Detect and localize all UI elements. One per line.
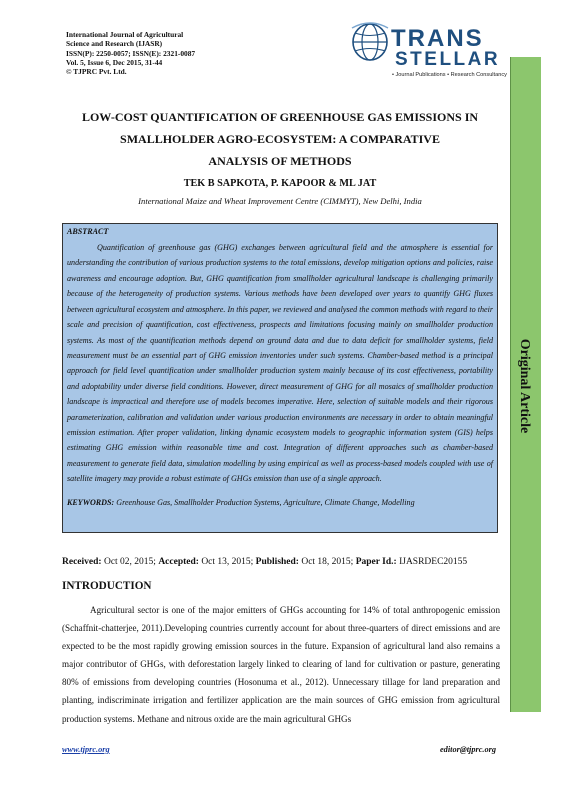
abstract-text: Quantification of greenhouse gas (GHG) exchanges between agricultural field and the atmosphere is essential for understanding the contribution of various production systems to the total emissions, develop mitigation options and policies, raise awareness and encourage adoption. But, GHG quantification from smallholder agricultural landscape is challenging primarily because of the heterogeneity of production systems. Various methods have been developed over years to quantify GHG fluxes between agricultural ecosystem and atmosphere. In this paper, we reviewed and analysed the common methods with regard to their scale and precision of quantification, cost effectiveness, prospects and limitations focusing mainly on smallholder production systems. As most of the quantification methods depend on ground data and due to data deficit for smallholder systems, field measurement must be an essential part of GHG emission inventories under such systems. Chamber-based method is a principal approach for field level quantification under smallholder production system mainly because of its cost effectiveness, portability and adoptability under diverse field conditions. However, direct measurement of GHG for all mosaics of smallholder production landscape is impractical and therefore use of models becomes imperative. Here, selection of suitable models and their rigorous parameterization, calibration and validation under various production environments are necessary in order to obtain meaningful emission estimation. After proper validation, linking dynamic ecosystem models to geographic information system (GIS) helps estimating GHG emission within reasonable time and cost. Integration of different approaches such as chamber-based measurement to generate field data, simulation modelling by using empirical as well as process-based models coupled with use of satellite imagery may provide a robust estimate of GHGs emission than use of a single approach.	[67, 243, 493, 484]
transstellar-logo	[350, 20, 510, 84]
logo-word-stellar: STELLAR	[395, 49, 501, 70]
keywords-list: Greenhouse Gas, Smallholder Production Systems, Agriculture, Climate Change, Modelling	[116, 497, 415, 507]
keywords	[67, 495, 493, 510]
published-label: Published:	[255, 557, 299, 567]
logo-word-trans: TRANS	[391, 25, 484, 52]
received-label: Received:	[62, 557, 102, 567]
editor-email: editor@tjprc.org	[440, 745, 496, 754]
journal-issn: ISSN(P): 2250-0057; ISSN(E): 2321-0087	[66, 48, 196, 58]
accepted-label: Accepted:	[158, 557, 199, 567]
journal-website-link[interactable]: www.tjprc.org	[62, 745, 110, 754]
logo-tagline: • Journal Publications • Research Consultancy	[392, 72, 507, 78]
journal-name-line2: Science and Research (IJASR)	[66, 39, 163, 49]
accepted-date: Oct 13, 2015;	[201, 557, 254, 567]
published-date: Oct 18, 2015;	[301, 557, 354, 567]
abstract-box	[62, 223, 498, 533]
globe-icon	[350, 20, 390, 64]
paper-title-line3: ANALYSIS OF METHODS	[208, 154, 352, 168]
journal-volume: Vol. 5, Issue 6, Dec 2015, 31-44	[66, 57, 163, 67]
introduction-text: Agricultural sector is one of the major emitters of GHGs accounting for 14% of total anthropogenic emission (Schaffnit-chatterjee, 2011).Developing countries currently account for about three-quarters of direct emissions and are expected to be the most rapidly growing emission sources in the future. Expansion of agricultural land also remains a major contributor of GHGs, with deforestation largely linked to clearing of land for cultivation or pasture, generating 80% of emissions from developing countries (Hosonuma et al., 2012). Unnecessary tillage for land preparation and planting, indiscriminate irrigation and fertilizer application are the main sources of GHG emission from agricultural production systems. Methane and nitrous oxide are the main agricultural GHGs	[62, 605, 500, 724]
abstract-heading: ABSTRACT	[67, 227, 109, 236]
publication-dates	[62, 557, 467, 567]
received-date: Oct 02, 2015;	[103, 557, 156, 567]
article-type-label: Original Article	[517, 338, 532, 434]
authors: TEK B SAPKOTA, P. KAPOOR & ML JAT	[183, 178, 377, 189]
journal-info	[66, 30, 195, 76]
paper-id-label: Paper Id.:	[355, 557, 397, 567]
paper-id: IJASRDEC20155	[399, 557, 468, 567]
paper-title-line1: LOW-COST QUANTIFICATION OF GREENHOUSE GAS EMISSIONS IN	[81, 110, 479, 124]
affiliation: International Maize and Wheat Improvement Centre (CIMMYT), New Delhi, India	[138, 196, 422, 206]
journal-name-line1: International Journal of Agricultural	[66, 30, 184, 39]
paper-title-line2: SMALLHOLDER AGRO-ECOSYSTEM: A COMPARATIVE	[120, 132, 440, 146]
keywords-label: KEYWORDS:	[67, 497, 115, 507]
journal-copyright: © TJPRC Pvt. Ltd.	[66, 67, 127, 77]
introduction-heading: INTRODUCTION	[62, 580, 152, 592]
